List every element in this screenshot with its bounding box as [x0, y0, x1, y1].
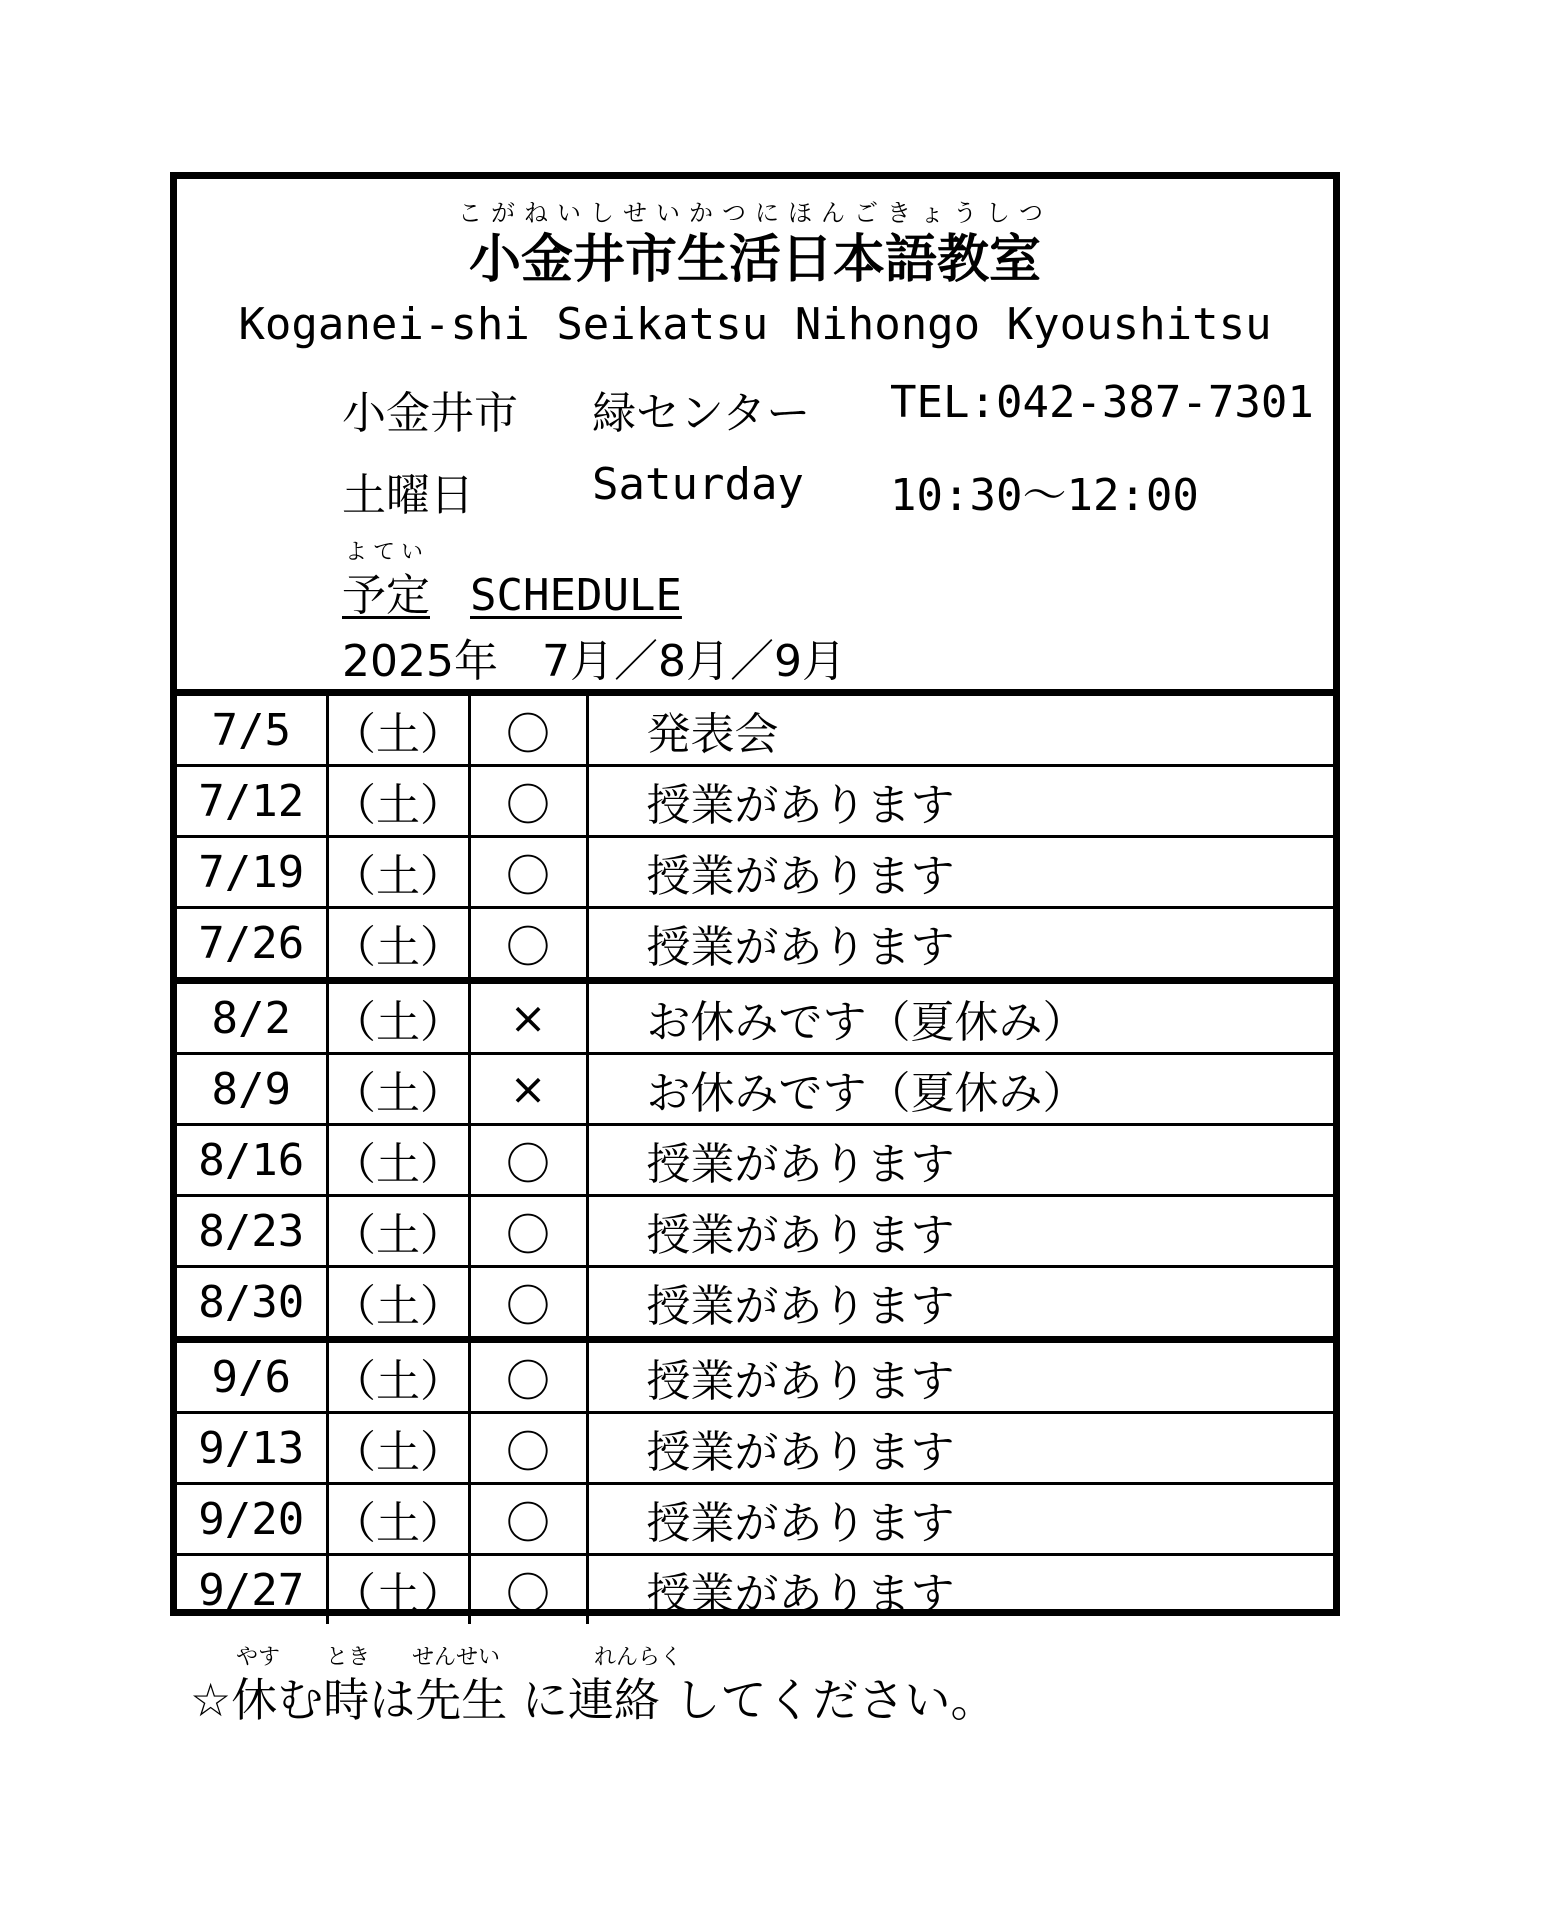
weekday-cell: （土）: [327, 1196, 469, 1267]
schedule-table-body: [177, 693, 1333, 1625]
status-mark-cell: 〇: [469, 693, 587, 766]
note-cell: 授業があります: [587, 1267, 1333, 1340]
weekday-cell: （土）: [327, 1267, 469, 1340]
weekday-cell: （土）: [327, 766, 469, 837]
date-cell: 9/13: [177, 1413, 327, 1484]
date-cell: 9/27: [177, 1555, 327, 1625]
status-mark-cell: 〇: [469, 1196, 587, 1267]
class-time: 10:30〜12:00: [890, 470, 1199, 521]
table-row: [177, 1125, 1333, 1196]
date-cell: 8/23: [177, 1196, 327, 1267]
status-mark-cell: 〇: [469, 1340, 587, 1413]
note-cell: 授業があります: [587, 1340, 1333, 1413]
note-cell: 授業があります: [587, 1125, 1333, 1196]
footer-ruby-toki: とき: [326, 1645, 371, 1670]
note-cell: 授業があります: [587, 908, 1333, 981]
date-cell: 9/20: [177, 1484, 327, 1555]
status-mark-cell: 〇: [469, 1413, 587, 1484]
status-mark-cell: 〇: [469, 1555, 587, 1625]
table-row: [177, 693, 1333, 766]
table-row: [177, 1413, 1333, 1484]
title-romaji: Koganei-shi Seikatsu Nihongo Kyoushitsu: [238, 299, 1272, 350]
footer-note: ☆休む時は先生 に連絡 してください。: [190, 1673, 997, 1727]
table-row: [177, 766, 1333, 837]
weekday-cell: （土）: [327, 1125, 469, 1196]
note-cell: お休みです（夏休み）: [587, 1054, 1333, 1125]
weekday-cell: （土）: [327, 1054, 469, 1125]
date-cell: 7/12: [177, 766, 327, 837]
page-title: 小金井市生活日本語教室: [468, 230, 1041, 290]
schedule-table: [177, 689, 1333, 1624]
weekday-cell: （土）: [327, 837, 469, 908]
table-row: [177, 1484, 1333, 1555]
title-ruby: こがねいしせいかつにほんごきょうしつ: [458, 199, 1052, 227]
footer-ruby-sensei: せんせい: [412, 1645, 501, 1670]
date-cell: 9/6: [177, 1340, 327, 1413]
weekday-cell: （土）: [327, 981, 469, 1054]
table-row: [177, 1340, 1333, 1413]
note-cell: お休みです（夏休み）: [587, 981, 1333, 1054]
footer-ruby-yasu: やす: [236, 1645, 281, 1670]
schedule-period: 2025年 7月／8月／9月: [342, 636, 846, 687]
schedule-sheet: [170, 172, 1340, 1620]
note-cell: 授業があります: [587, 1484, 1333, 1555]
day-jp: 土曜日: [342, 470, 474, 521]
note-cell: 授業があります: [587, 1413, 1333, 1484]
status-mark-cell: 〇: [469, 766, 587, 837]
note-cell: 授業があります: [587, 837, 1333, 908]
table-row: [177, 1196, 1333, 1267]
date-cell: 8/9: [177, 1054, 327, 1125]
location-city: 小金井市: [342, 388, 518, 439]
status-mark-cell: ×: [469, 1054, 587, 1125]
note-cell: 授業があります: [587, 766, 1333, 837]
schedule-ruby: よてい: [345, 540, 430, 565]
schedule-heading: [342, 559, 682, 623]
day-en: Saturday: [592, 459, 804, 510]
schedule-heading-jp: 予定: [342, 570, 430, 621]
table-row: [177, 981, 1333, 1054]
date-cell: 8/2: [177, 981, 327, 1054]
status-mark-cell: ×: [469, 981, 587, 1054]
date-cell: 7/19: [177, 837, 327, 908]
weekday-cell: （土）: [327, 1340, 469, 1413]
weekday-cell: （土）: [327, 1413, 469, 1484]
status-mark-cell: 〇: [469, 1125, 587, 1196]
table-row: [177, 1267, 1333, 1340]
location-tel: TEL:042-387-7301: [890, 377, 1314, 428]
date-cell: 8/30: [177, 1267, 327, 1340]
note-cell: 授業があります: [587, 1555, 1333, 1625]
table-row: [177, 1555, 1333, 1625]
weekday-cell: （土）: [327, 693, 469, 766]
weekday-cell: （土）: [327, 1484, 469, 1555]
table-row: [177, 837, 1333, 908]
schedule-heading-en: SCHEDULE: [470, 570, 682, 621]
date-cell: 7/26: [177, 908, 327, 981]
status-mark-cell: 〇: [469, 1267, 587, 1340]
note-cell: 授業があります: [587, 1196, 1333, 1267]
location-venue: 緑センター: [592, 388, 811, 439]
table-row: [177, 1054, 1333, 1125]
table-row: [177, 908, 1333, 981]
weekday-cell: （土）: [327, 1555, 469, 1625]
date-cell: 7/5: [177, 693, 327, 766]
weekday-cell: （土）: [327, 908, 469, 981]
status-mark-cell: 〇: [469, 837, 587, 908]
footer-ruby-renraku: れんらく: [594, 1645, 683, 1670]
note-cell: 発表会: [587, 693, 1333, 766]
status-mark-cell: 〇: [469, 908, 587, 981]
header: [177, 179, 1333, 697]
date-cell: 8/16: [177, 1125, 327, 1196]
status-mark-cell: 〇: [469, 1484, 587, 1555]
